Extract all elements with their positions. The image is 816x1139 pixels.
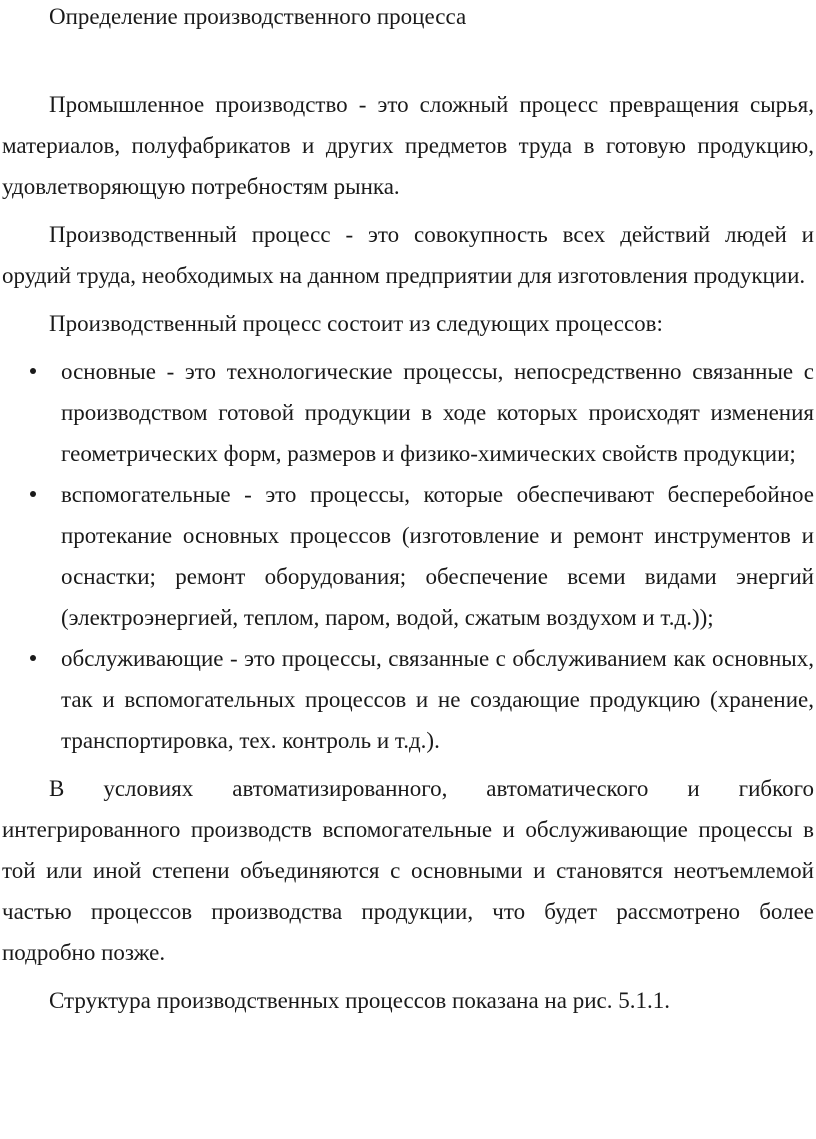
paragraph-automated-production: В условиях автоматизированного, автоматического и гибкого интегрированного производств вспомогательные и обслуживающие процессы в той или иной степени объединяются с основными и становятся неотъемлемой частью процессов производства продукции, что будет рассмотрено более подробно позже. (2, 776, 814, 965)
document-title: Определение производственного процесса (49, 4, 467, 29)
list-item-text: вспомогательные - это процессы, которые обеспечивают бесперебойное протекание основных процессов (изготовление и ремонт инструментов и оснастки; ремонт оборудования; обеспечение всеми видами энергий (электроэнергией, теплом, паром, водой, сжатым воздухом и т.д.)); (61, 482, 814, 630)
list-item-text: обслуживающие - это процессы, связанные с обслуживанием как основных, так и вспомогательных процессов и не создающие продукцию (хранение, транспортировка, тех. контроль и т.д.). (61, 646, 814, 753)
list-item-main-processes (2, 351, 814, 474)
list-item-auxiliary-processes (2, 474, 814, 638)
bullet-icon (30, 655, 36, 661)
list-item-service-processes (2, 638, 814, 761)
bullet-icon (30, 368, 36, 374)
paragraph-industrial-production: Промышленное производство - это сложный процесс превращения сырья, материалов, полуфабрикатов и других предметов труда в готовую продукцию, удовлетворяющую потребностям рынка. (2, 92, 814, 199)
paragraph-production-process-definition: Производственный процесс - это совокупность всех действий людей и орудий труда, необходимых на данном предприятии для изготовления продукции. (2, 222, 814, 288)
list-item-text: основные - это технологические процессы, непосредственно связанные с производством готовой продукции в ходе которых происходят изменения геометрических форм, размеров и физико-химических свойств продукции; (61, 359, 814, 466)
process-types-list (2, 351, 814, 761)
paragraph-process-composition: Производственный процесс состоит из следующих процессов: (49, 311, 663, 336)
paragraph-structure-reference: Структура производственных процессов показана на рис. 5.1.1. (49, 988, 670, 1013)
bullet-icon (30, 491, 36, 497)
document-body (2, 84, 814, 1028)
